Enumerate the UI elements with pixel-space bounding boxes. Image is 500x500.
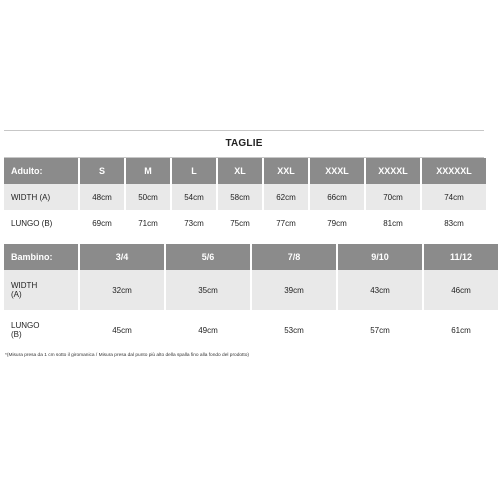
size-header: 3/4 [80, 244, 164, 270]
size-header: XXXXL [366, 158, 420, 184]
table-cell: 35cm [166, 270, 250, 310]
table-cell: 48cm [80, 184, 124, 210]
size-header: S [80, 158, 124, 184]
table-cell: 66cm [310, 184, 364, 210]
table-cell: 43cm [338, 270, 422, 310]
table-cell: 74cm [422, 184, 486, 210]
table-cell: 53cm [252, 310, 336, 350]
table-spacer [4, 236, 484, 244]
table-cell: 46cm [424, 270, 498, 310]
size-header: 9/10 [338, 244, 422, 270]
size-chart [4, 130, 484, 350]
size-header: XXXXXL [422, 158, 486, 184]
size-header: XL [218, 158, 262, 184]
table-cell: 79cm [310, 210, 364, 236]
kids-header-row [4, 244, 498, 270]
footnote: *(Misura presa da 1 cm sotto il giromanica / Misura presa dal punto più alto della spalla fino alla fondo del prodotto) [5, 353, 249, 358]
kids-width-row [4, 270, 498, 310]
table-cell: 75cm [218, 210, 262, 236]
table-cell: 49cm [166, 310, 250, 350]
table-cell: 32cm [80, 270, 164, 310]
kids-label: Bambino: [4, 244, 78, 270]
table-cell: 57cm [338, 310, 422, 350]
size-header: 5/6 [166, 244, 250, 270]
chart-title: TAGLIE [225, 138, 263, 149]
table-cell: 61cm [424, 310, 498, 350]
kids-size-table [2, 244, 500, 350]
table-cell: 70cm [366, 184, 420, 210]
table-cell: 83cm [422, 210, 486, 236]
adult-width-row [4, 184, 486, 210]
row-label: LUNGO (B) [4, 310, 78, 350]
row-label: WIDTH (A) [4, 184, 78, 210]
table-cell: 45cm [80, 310, 164, 350]
table-cell: 50cm [126, 184, 170, 210]
table-cell: 69cm [80, 210, 124, 236]
size-header: XXXL [310, 158, 364, 184]
table-cell: 39cm [252, 270, 336, 310]
size-header: XXL [264, 158, 308, 184]
size-header: L [172, 158, 216, 184]
table-cell: 81cm [366, 210, 420, 236]
table-cell: 71cm [126, 210, 170, 236]
size-header: 7/8 [252, 244, 336, 270]
table-cell: 77cm [264, 210, 308, 236]
size-header: 11/12 [424, 244, 498, 270]
adult-header-row [4, 158, 486, 184]
adult-label: Adulto: [4, 158, 78, 184]
adult-length-row [4, 210, 486, 236]
kids-length-row [4, 310, 498, 350]
size-header: M [126, 158, 170, 184]
adult-size-table [2, 158, 488, 236]
row-label: LUNGO (B) [4, 210, 78, 236]
row-label: WIDTH (A) [4, 270, 78, 310]
table-cell: 73cm [172, 210, 216, 236]
table-cell: 58cm [218, 184, 262, 210]
table-cell: 62cm [264, 184, 308, 210]
table-cell: 54cm [172, 184, 216, 210]
